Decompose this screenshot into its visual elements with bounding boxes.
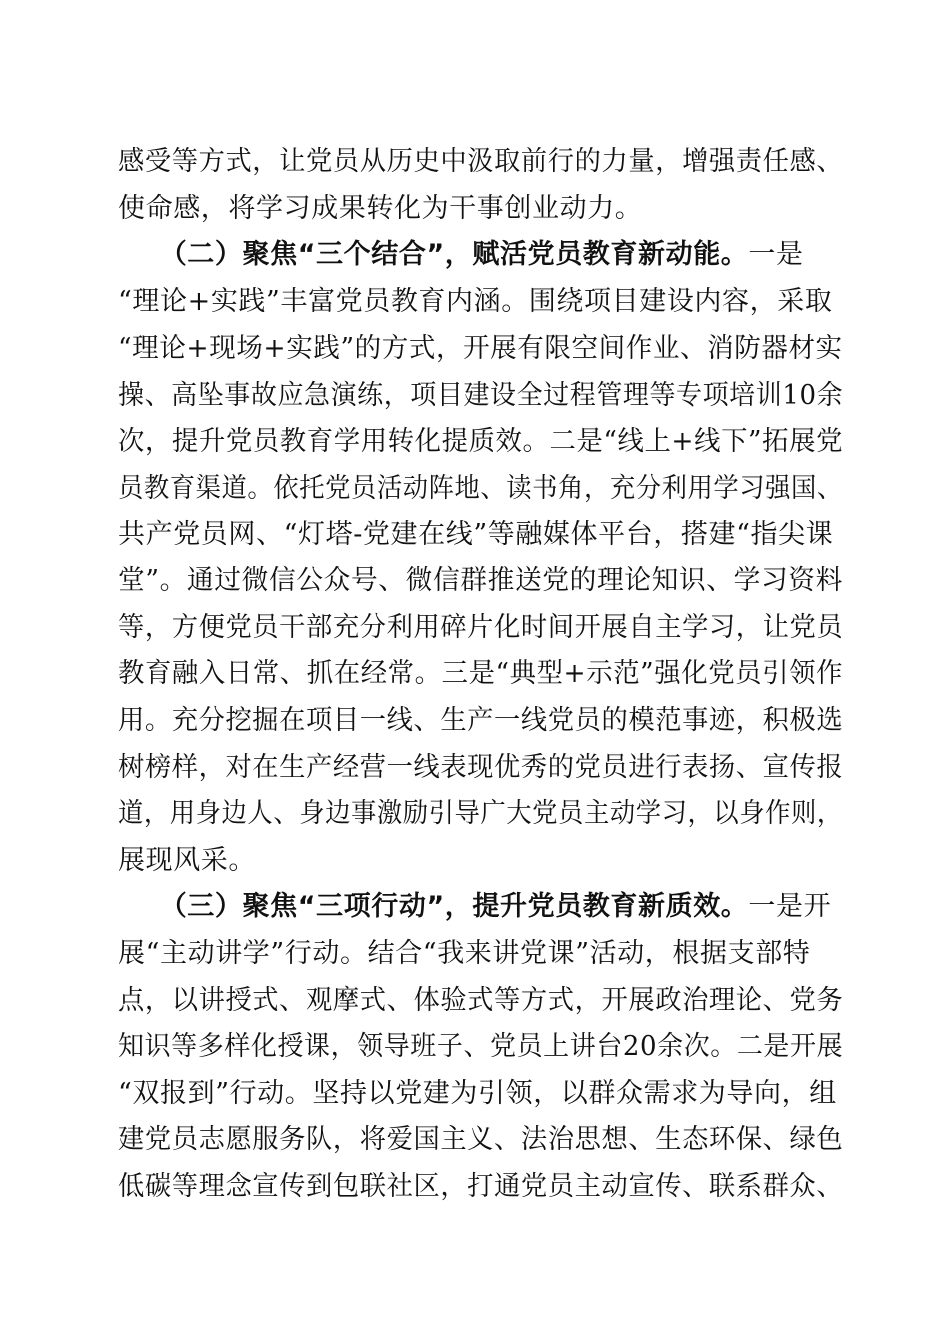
text-line [118, 705, 843, 737]
line-text: 展现风采。 [118, 845, 256, 876]
text-line [118, 845, 256, 877]
section-heading-line [118, 891, 831, 923]
text-line [118, 938, 810, 970]
line-text: 展“主动讲学”行动。结合“我来讲党课”活动，根据支部特 [118, 938, 811, 969]
text-line [118, 380, 843, 412]
text-line [118, 798, 843, 830]
line-text: 员教育渠道。依托党员活动阵地、读书角，充分利用学习强国、 [118, 473, 843, 504]
line-text: 等，方便党员干部充分利用碎片化时间开展自主学习，让党员 [118, 612, 844, 643]
line-text: 感受等方式，让党员从历史中汲取前行的力量，增强责任感、 [118, 146, 844, 177]
line-text: 共产党员网、“灯塔-党建在线”等融媒体平台，搭建“指尖课 [118, 519, 834, 550]
section-heading: （二）聚焦“三个结合”，赋活党员教育新动能。 [118, 239, 749, 270]
line-text: 教育融入日常、抓在经常。三是“典型+示范”强化党员引领作 [118, 658, 844, 689]
text-line [118, 1078, 837, 1110]
text-line [118, 1031, 843, 1063]
line-text: 道，用身边人、身边事激励引导广大党员主动学习，以身作则， [118, 798, 843, 829]
line-text: “理论+实践”丰富党员教育内涵。围绕项目建设内容，采取 [118, 286, 833, 317]
text-line [118, 752, 843, 784]
section-heading-line [118, 239, 804, 271]
line-text: 一是开 [748, 891, 832, 922]
line-text: 知识等多样化授课，领导班子、党员上讲台20余次。二是开展 [118, 1031, 844, 1062]
text-line [118, 612, 843, 644]
line-text: “双报到”行动。坚持以党建为引领，以群众需求为导向，组 [118, 1078, 837, 1109]
text-line [118, 985, 843, 1017]
section-heading: （三）聚焦“三项行动”，提升党员教育新质效。 [118, 891, 749, 922]
line-text: 操、高坠事故应急演练，项目建设全过程管理等专项培训10余 [118, 380, 844, 411]
line-text: 用。充分挖掘在项目一线、生产一线党员的模范事迹，积极选 [118, 705, 844, 736]
line-text: 建党员志愿服务队，将爱国主义、法治思想、生态环保、绿色 [118, 1124, 844, 1155]
line-text: 低碳等理念宣传到包联社区，打通党员主动宣传、联系群众、 [118, 1171, 844, 1202]
text-line [118, 146, 843, 178]
text-line [118, 333, 843, 365]
text-line [118, 426, 843, 458]
text-line [118, 286, 832, 318]
text-line [118, 565, 843, 597]
line-text: “理论+现场+实践”的方式，开展有限空间作业、消防器材实 [118, 333, 843, 364]
line-text: 使命感，将学习成果转化为干事创业动力。 [118, 193, 643, 224]
text-line [118, 1171, 843, 1203]
text-line [118, 519, 833, 551]
line-text: 堂”。通过微信公众号、微信群推送党的理论知识、学习资料 [118, 565, 843, 596]
text-line [118, 193, 642, 225]
text-line [118, 658, 843, 690]
line-text: 树榜样，对在生产经营一线表现优秀的党员进行表扬、宣传报 [118, 752, 844, 783]
text-line [118, 1124, 843, 1156]
line-text: 次，提升党员教育学用转化提质效。二是“线上+线下”拓展党 [118, 426, 844, 457]
line-text: 一是 [748, 239, 804, 270]
line-text: 点，以讲授式、观摩式、体验式等方式，开展政治理论、党务 [118, 985, 844, 1016]
text-line [118, 473, 843, 505]
